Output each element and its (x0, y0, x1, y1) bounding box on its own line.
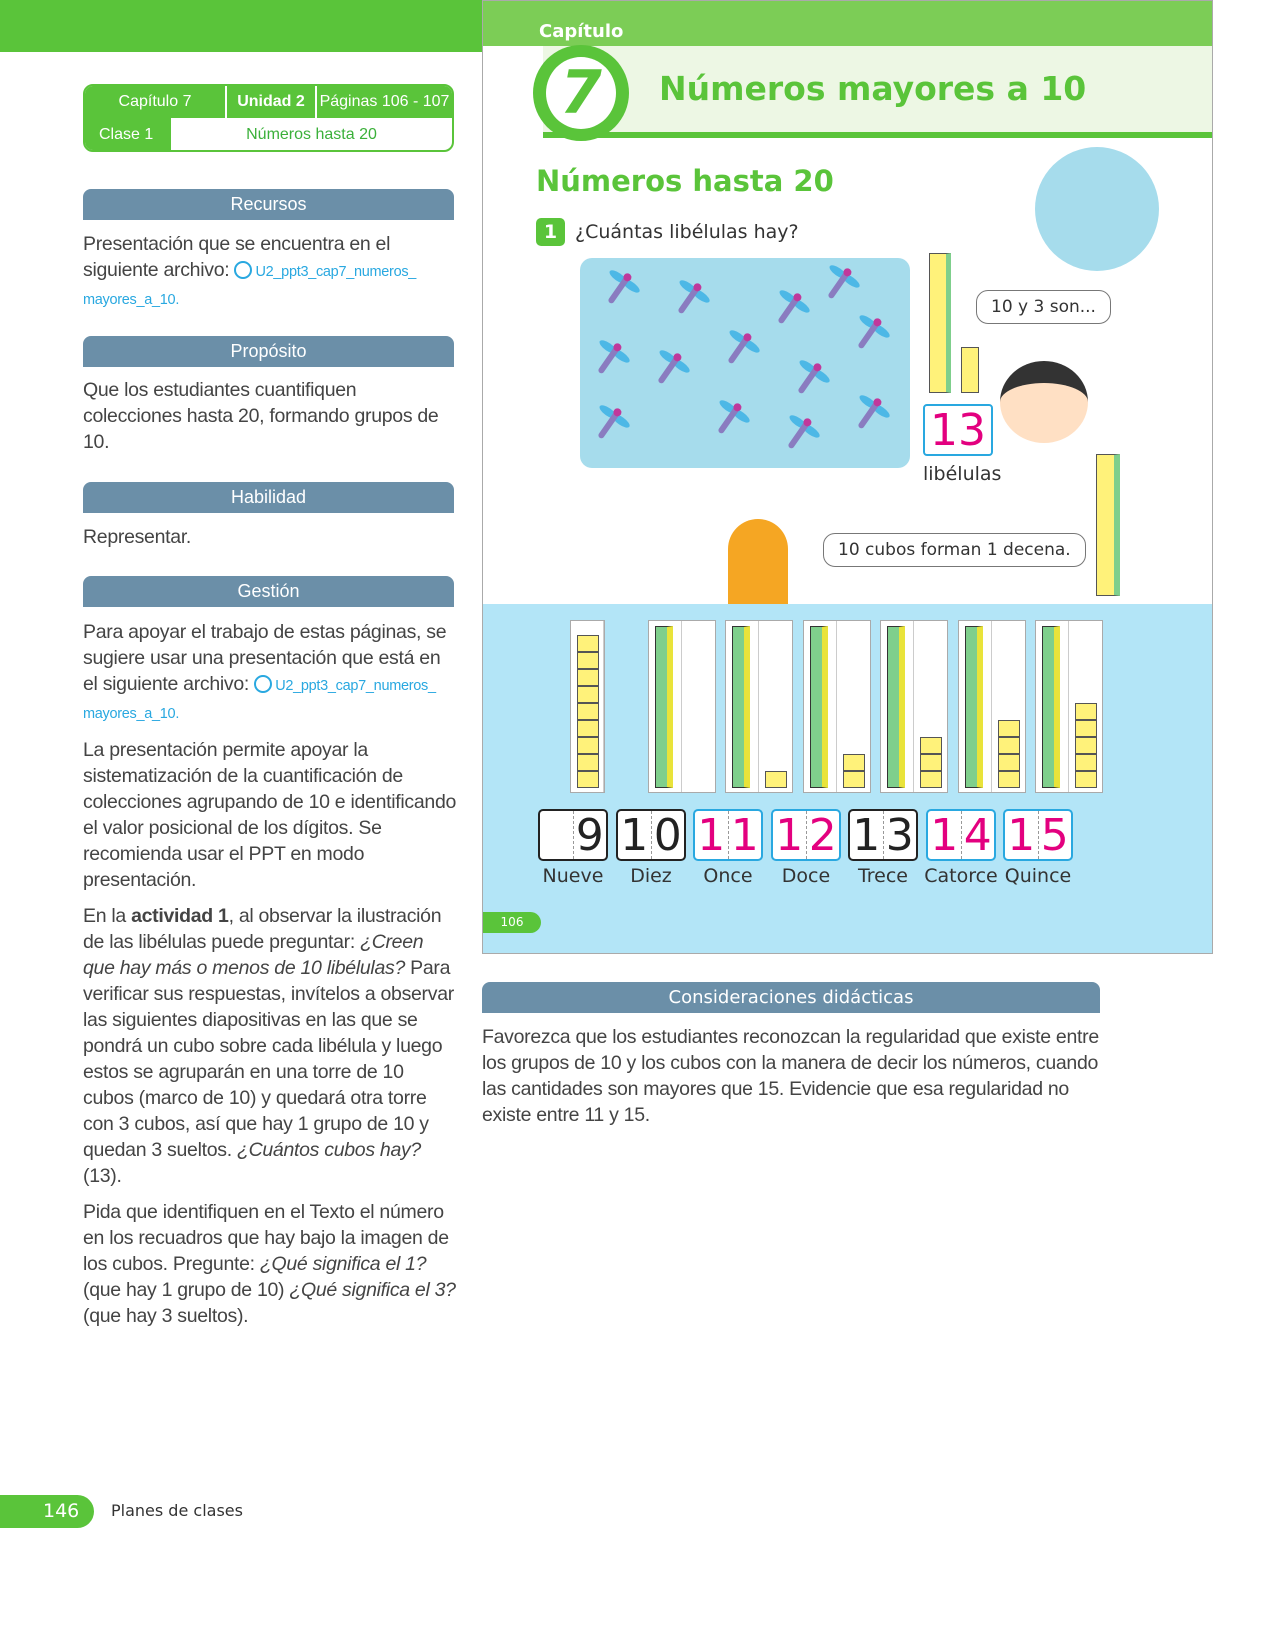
tens-digit: 1 (773, 811, 807, 859)
dragonfly-icon (788, 356, 832, 400)
chapter-label: Capítulo (539, 21, 624, 42)
activity-question (536, 218, 799, 246)
answer-box: 13 (923, 404, 993, 456)
recursos-text (83, 231, 458, 313)
unit-cube (998, 754, 1020, 771)
dragonfly-icon (848, 311, 892, 355)
ten-rod (965, 626, 983, 788)
unit-cube (577, 686, 599, 703)
gestion-p4: Pida que identifiquen en el Texto el número en los recuadros que hay bajo la imagen de los cubos. Pregunte: ¿Qué significa el 1? (que hay 1 grupo de 10) ¿Qué significa el 3? (que hay 3 sueltos). (83, 1201, 456, 1327)
boy-speech-bubble: 10 y 3 son... (976, 290, 1111, 324)
file-icon (234, 261, 252, 279)
dragonfly-icon (648, 346, 692, 390)
habilidad-heading: Habilidad (83, 482, 454, 513)
number-word: Doce (781, 865, 831, 887)
class-info-table (83, 84, 454, 152)
answer-label: libélulas (923, 463, 1002, 485)
ten-rod (1042, 626, 1060, 788)
number-card (848, 809, 918, 861)
recursos-desc: Presentación que se encuentra en el siguiente archivo: (83, 233, 391, 281)
question-text: ¿Cuántas libélulas hay? (575, 221, 799, 243)
unit-cube (577, 669, 599, 686)
ten-rod (732, 626, 750, 788)
unit-cube (1075, 754, 1097, 771)
unit-cube (1075, 703, 1097, 720)
consideraciones-text: Favorezca que los estudiantes reconozcan la regularidad que existe entre los grupos de 10 y los cubos con la manera de decir los números, cuando las cantidades son mayores que 15. Evidencie que esa regularidad no existe entre 11 y 15. (482, 1026, 1099, 1126)
ten-rod (655, 626, 673, 788)
unit-cube (577, 703, 599, 720)
gestion-text (83, 619, 458, 1339)
dragonfly-icon (708, 396, 752, 440)
base-ten-blocks (1035, 620, 1103, 793)
tens-digit: 1 (1005, 811, 1039, 859)
ones-digit: 2 (808, 810, 837, 861)
ten-tower-icon (929, 253, 951, 393)
ones-digit: 1 (730, 810, 759, 861)
unit-cube (577, 771, 599, 788)
tens-digit: 1 (850, 811, 884, 859)
tens-digit (540, 811, 574, 859)
unit-cube (998, 771, 1020, 788)
ppt-link[interactable]: U2_ppt3_cap7_numeros_ mayores_a_10. (83, 264, 417, 308)
chapter-cell: Capítulo 7 (85, 86, 227, 118)
number-word: Quince (1004, 865, 1072, 887)
tens-digit: 1 (695, 811, 729, 859)
unit-cube (1075, 720, 1097, 737)
number-card (926, 809, 996, 861)
chapter-header (483, 1, 1212, 46)
base-ten-blocks (880, 620, 948, 793)
chapter-number: 7 (546, 57, 616, 129)
unit-cell: Unidad 2 (227, 86, 317, 118)
dragonfly-icon (818, 261, 862, 305)
consideraciones-heading: Consideraciones didácticas (482, 982, 1100, 1013)
number-word: Once (703, 865, 753, 887)
unit-cube (998, 737, 1020, 754)
dragonflies-cubes-illustration (1035, 147, 1159, 271)
book-page-number: 106 (483, 912, 541, 933)
dragonflies-illustration (580, 258, 910, 468)
habilidad-text: Representar. (83, 526, 192, 548)
cat-speech-bubble: 10 cubos forman 1 decena. (823, 533, 1086, 567)
unit-cube (843, 771, 865, 788)
gestion-p3: En la actividad 1, al observar la ilustración de las libélulas puede preguntar: ¿Creen que hay más o menos de 10 libélulas? Para verificar sus respuestas, invítelos a observar las siguientes diapositivas en las que se pondrá un cubo sobre cada libélula y luego estos se agruparán en una torre de 10 cubos (marco de 10) y quedará otra torre con 3 cubos, así que hay 1 grupo de 10 y quedan 3 sueltos. ¿Cuántos cubos hay? (13). (83, 905, 454, 1187)
number-card (616, 809, 686, 861)
unit-cube (577, 635, 599, 652)
unit-cube (843, 754, 865, 771)
gestion-p1: Para apoyar el trabajo de estas páginas, se sugiere usar una presentación que está en el siguiente archivo: (83, 621, 447, 695)
dragonfly-icon (588, 401, 632, 445)
number-word: Trece (857, 865, 909, 887)
ten-tower-icon (1096, 454, 1120, 596)
top-bar (0, 0, 482, 52)
file-icon (254, 675, 272, 693)
number-word: Diez (630, 865, 672, 887)
gestion-heading: Gestión (83, 576, 454, 607)
unit-cube (920, 737, 942, 754)
base-ten-blocks (725, 620, 793, 793)
activity-number: 1 (536, 218, 565, 246)
class-cell: Clase 1 (85, 118, 171, 152)
number-card (538, 809, 608, 861)
number-word: Catorce (924, 865, 998, 887)
number-card (693, 809, 763, 861)
unit-cube (577, 737, 599, 754)
proposito-text: Que los estudiantes cuantifiquen colecciones hasta 20, formando grupos de 10. (83, 379, 439, 453)
class-title: Números hasta 20 (246, 126, 377, 143)
unit-cube (1075, 771, 1097, 788)
base-ten-blocks (803, 620, 871, 793)
dragonfly-icon (598, 266, 642, 310)
gestion-p2: La presentación permite apoyar la sistematización de la cuantificación de colecciones agrupando de 10 e identificando el valor posicional de los dígitos. Se recomienda usar el PPT en modo presentación. (83, 739, 457, 891)
footer-page-number: 146 (0, 1495, 94, 1528)
tens-digit: 1 (928, 811, 962, 859)
ones-digit: 3 (885, 810, 914, 861)
lesson-title: Números hasta 20 (536, 164, 834, 198)
unit-cube (998, 720, 1020, 737)
footer-label: Planes de clases (111, 1501, 243, 1520)
unit-cube (577, 754, 599, 771)
number-card (1003, 809, 1073, 861)
proposito-heading: Propósito (83, 336, 454, 367)
dragonfly-icon (718, 326, 762, 370)
three-cubes-icon (961, 347, 979, 393)
dragonfly-icon (668, 276, 712, 320)
unit-cube (920, 771, 942, 788)
number-card (771, 809, 841, 861)
base-ten-blocks (958, 620, 1026, 793)
ones-digit: 4 (963, 810, 992, 861)
tens-digit: 1 (618, 811, 652, 859)
chapter-number-badge (533, 45, 629, 141)
number-word: Nueve (542, 865, 604, 887)
boy-character (1000, 361, 1088, 443)
dragonfly-icon (768, 286, 812, 330)
unit-cube (577, 652, 599, 669)
cat-character (728, 519, 788, 604)
ppt-link[interactable]: U2_ppt3_cap7_numeros_ mayores_a_10. (83, 678, 436, 722)
unit-cube (1075, 737, 1097, 754)
ten-rod (810, 626, 828, 788)
ones-digit: 0 (653, 810, 682, 861)
ones-digit: 9 (575, 810, 604, 861)
base-ten-blocks (570, 620, 605, 793)
ten-rod (887, 626, 905, 788)
textbook-page (482, 0, 1213, 954)
recursos-heading: Recursos (83, 189, 454, 220)
base-ten-blocks (648, 620, 716, 793)
unit-cube (577, 720, 599, 737)
dragonfly-icon (848, 391, 892, 435)
pages-cell: Páginas 106 - 107 (319, 93, 450, 110)
ones-digit: 5 (1040, 810, 1069, 861)
chapter-title: Números mayores a 10 (659, 69, 1087, 108)
dragonfly-icon (778, 411, 822, 455)
unit-cube (765, 771, 787, 788)
unit-cube (920, 754, 942, 771)
dragonfly-icon (588, 336, 632, 380)
